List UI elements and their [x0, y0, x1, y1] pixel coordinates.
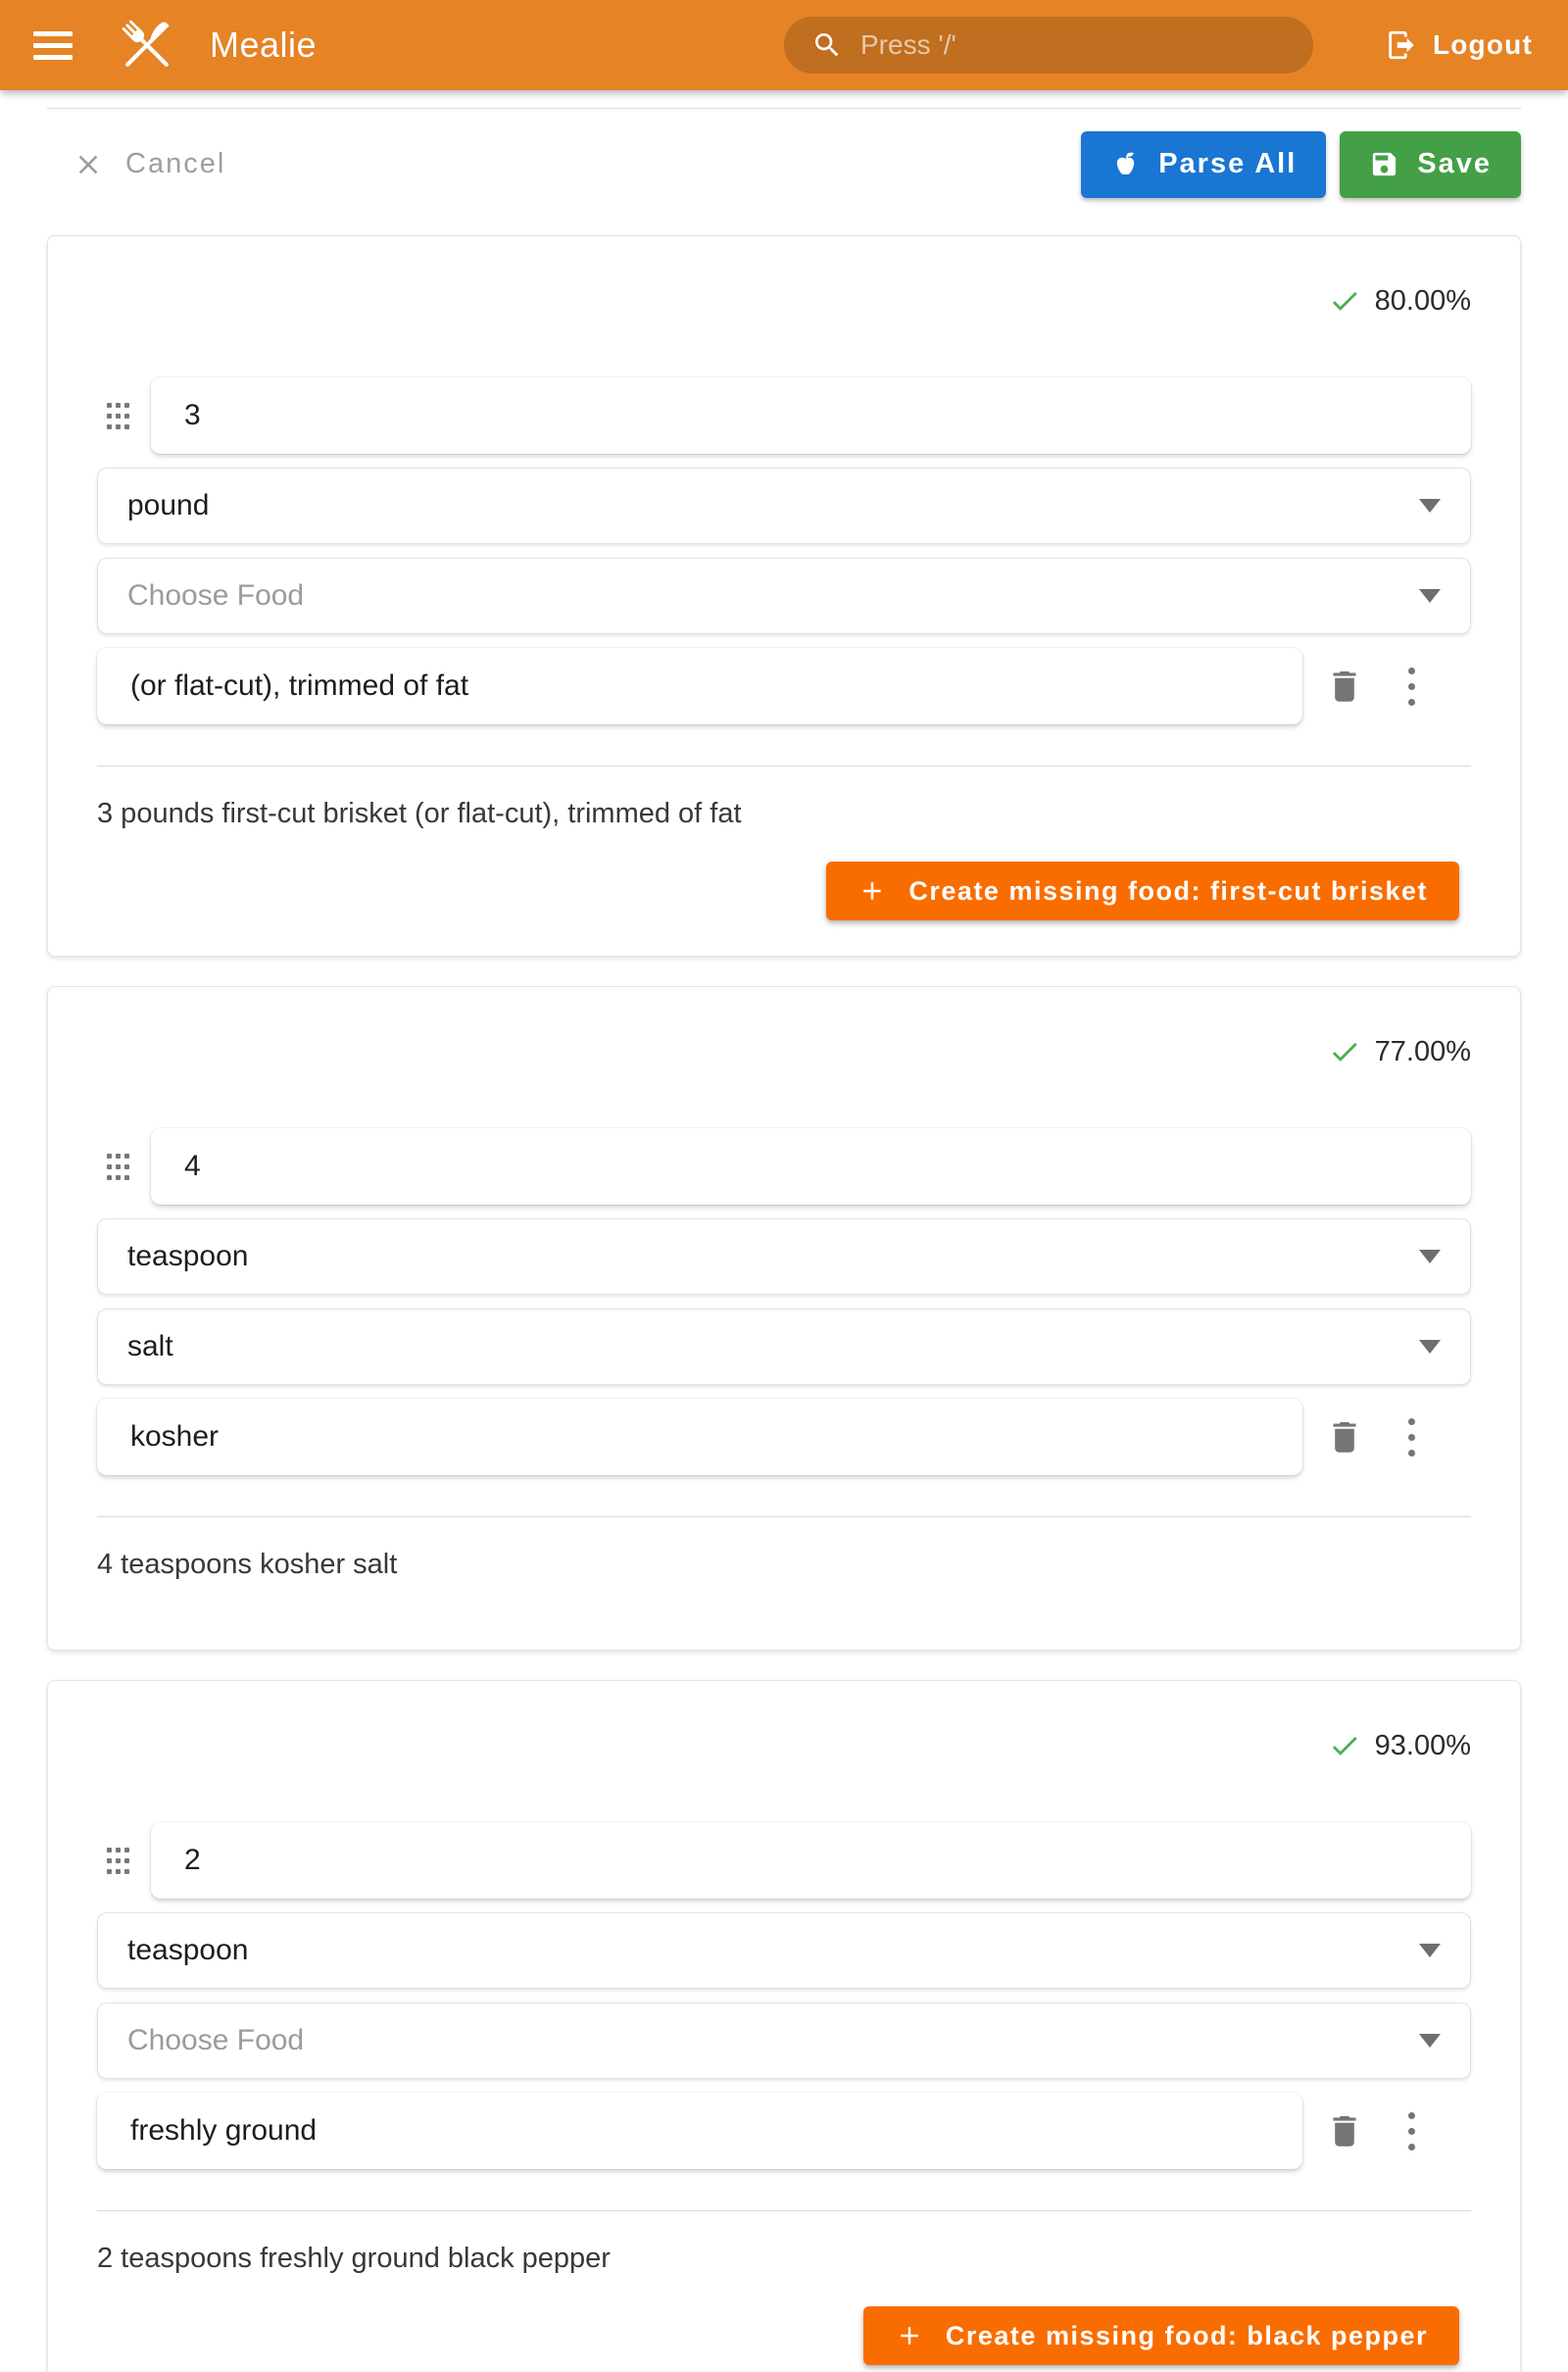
logout-label: Logout	[1432, 29, 1533, 60]
more-options-button[interactable]	[1408, 667, 1415, 706]
ingredient-card	[47, 1680, 1521, 2372]
food-select[interactable]	[97, 2002, 1471, 2079]
logout-button[interactable]	[1385, 28, 1533, 62]
original-ingredient-text: 3 pounds first-cut brisket (or flat-cut), trimmed of fat	[97, 798, 742, 829]
ingredient-card	[47, 235, 1521, 957]
create-missing-food-label: Create missing food: black pepper	[945, 2320, 1428, 2350]
more-options-button[interactable]	[1408, 1418, 1415, 1457]
original-ingredient-text: 4 teaspoons kosher salt	[97, 1549, 398, 1580]
delete-ingredient-button[interactable]	[1324, 666, 1365, 707]
save-icon	[1369, 149, 1399, 179]
delete-ingredient-button[interactable]	[1324, 1416, 1365, 1458]
food-select-value: Choose Food	[127, 579, 305, 612]
chevron-down-icon	[1419, 1340, 1441, 1354]
logout-icon	[1385, 28, 1418, 62]
check-icon	[1328, 1729, 1361, 1762]
check-icon	[1328, 284, 1361, 318]
plus-icon	[858, 876, 887, 906]
cancel-button[interactable]	[73, 148, 225, 180]
chevron-down-icon	[1419, 499, 1441, 513]
toolbar-divider	[47, 108, 1521, 109]
save-label: Save	[1417, 148, 1492, 179]
search-icon	[811, 29, 843, 61]
more-options-button[interactable]	[1408, 2112, 1415, 2150]
confidence-row	[97, 285, 1471, 317]
parse-all-button[interactable]	[1081, 131, 1326, 198]
check-icon	[1328, 1035, 1361, 1068]
quantity-input[interactable]	[151, 1822, 1471, 1899]
confidence-value: 93.00%	[1374, 1729, 1471, 1761]
card-divider	[97, 2210, 1471, 2211]
ingredient-card	[47, 986, 1521, 1651]
unit-select-value: pound	[127, 489, 210, 521]
mealie-logo-icon	[112, 10, 182, 80]
parse-all-label: Parse All	[1158, 148, 1298, 179]
create-missing-food-button[interactable]	[863, 2306, 1459, 2365]
drag-handle-icon[interactable]	[107, 1154, 129, 1180]
unit-select[interactable]	[97, 1912, 1471, 1989]
food-select-value: Choose Food	[127, 2024, 305, 2056]
hamburger-menu-button[interactable]	[33, 31, 73, 60]
toolbar	[47, 124, 1521, 204]
create-missing-food-label: Create missing food: first-cut brisket	[908, 875, 1428, 906]
original-ingredient-text: 2 teaspoons freshly ground black pepper	[97, 2243, 611, 2274]
search-placeholder: Press '/'	[860, 29, 956, 60]
plus-icon	[895, 2321, 924, 2350]
chevron-down-icon	[1419, 1944, 1441, 1957]
food-select[interactable]	[97, 1309, 1471, 1385]
drag-handle-icon[interactable]	[107, 403, 129, 429]
save-button[interactable]	[1340, 131, 1521, 198]
search-input[interactable]	[784, 17, 1313, 74]
unit-select[interactable]	[97, 468, 1471, 544]
quantity-input[interactable]	[151, 1128, 1471, 1205]
confidence-value: 80.00%	[1374, 284, 1471, 317]
unit-select[interactable]	[97, 1218, 1471, 1295]
delete-ingredient-button[interactable]	[1324, 2110, 1365, 2151]
apple-icon	[1110, 149, 1141, 179]
app-header	[0, 0, 1568, 90]
chevron-down-icon	[1419, 2034, 1441, 2048]
quantity-input[interactable]	[151, 377, 1471, 454]
note-input[interactable]	[97, 2093, 1302, 2169]
close-icon	[73, 149, 104, 180]
food-select[interactable]	[97, 558, 1471, 634]
confidence-row	[97, 1036, 1471, 1067]
unit-select-value: teaspoon	[127, 1240, 249, 1272]
card-divider	[97, 1516, 1471, 1517]
note-input[interactable]	[97, 648, 1302, 724]
ingredient-list	[0, 235, 1568, 2372]
chevron-down-icon	[1419, 589, 1441, 603]
confidence-value: 77.00%	[1374, 1035, 1471, 1067]
food-select-value: salt	[127, 1330, 173, 1362]
chevron-down-icon	[1419, 1250, 1441, 1263]
create-missing-food-button[interactable]	[826, 862, 1459, 920]
cancel-label: Cancel	[125, 148, 226, 179]
drag-handle-icon[interactable]	[107, 1848, 129, 1874]
note-input[interactable]	[97, 1399, 1302, 1475]
unit-select-value: teaspoon	[127, 1934, 249, 1966]
confidence-row	[97, 1730, 1471, 1761]
app-title: Mealie	[210, 25, 318, 65]
